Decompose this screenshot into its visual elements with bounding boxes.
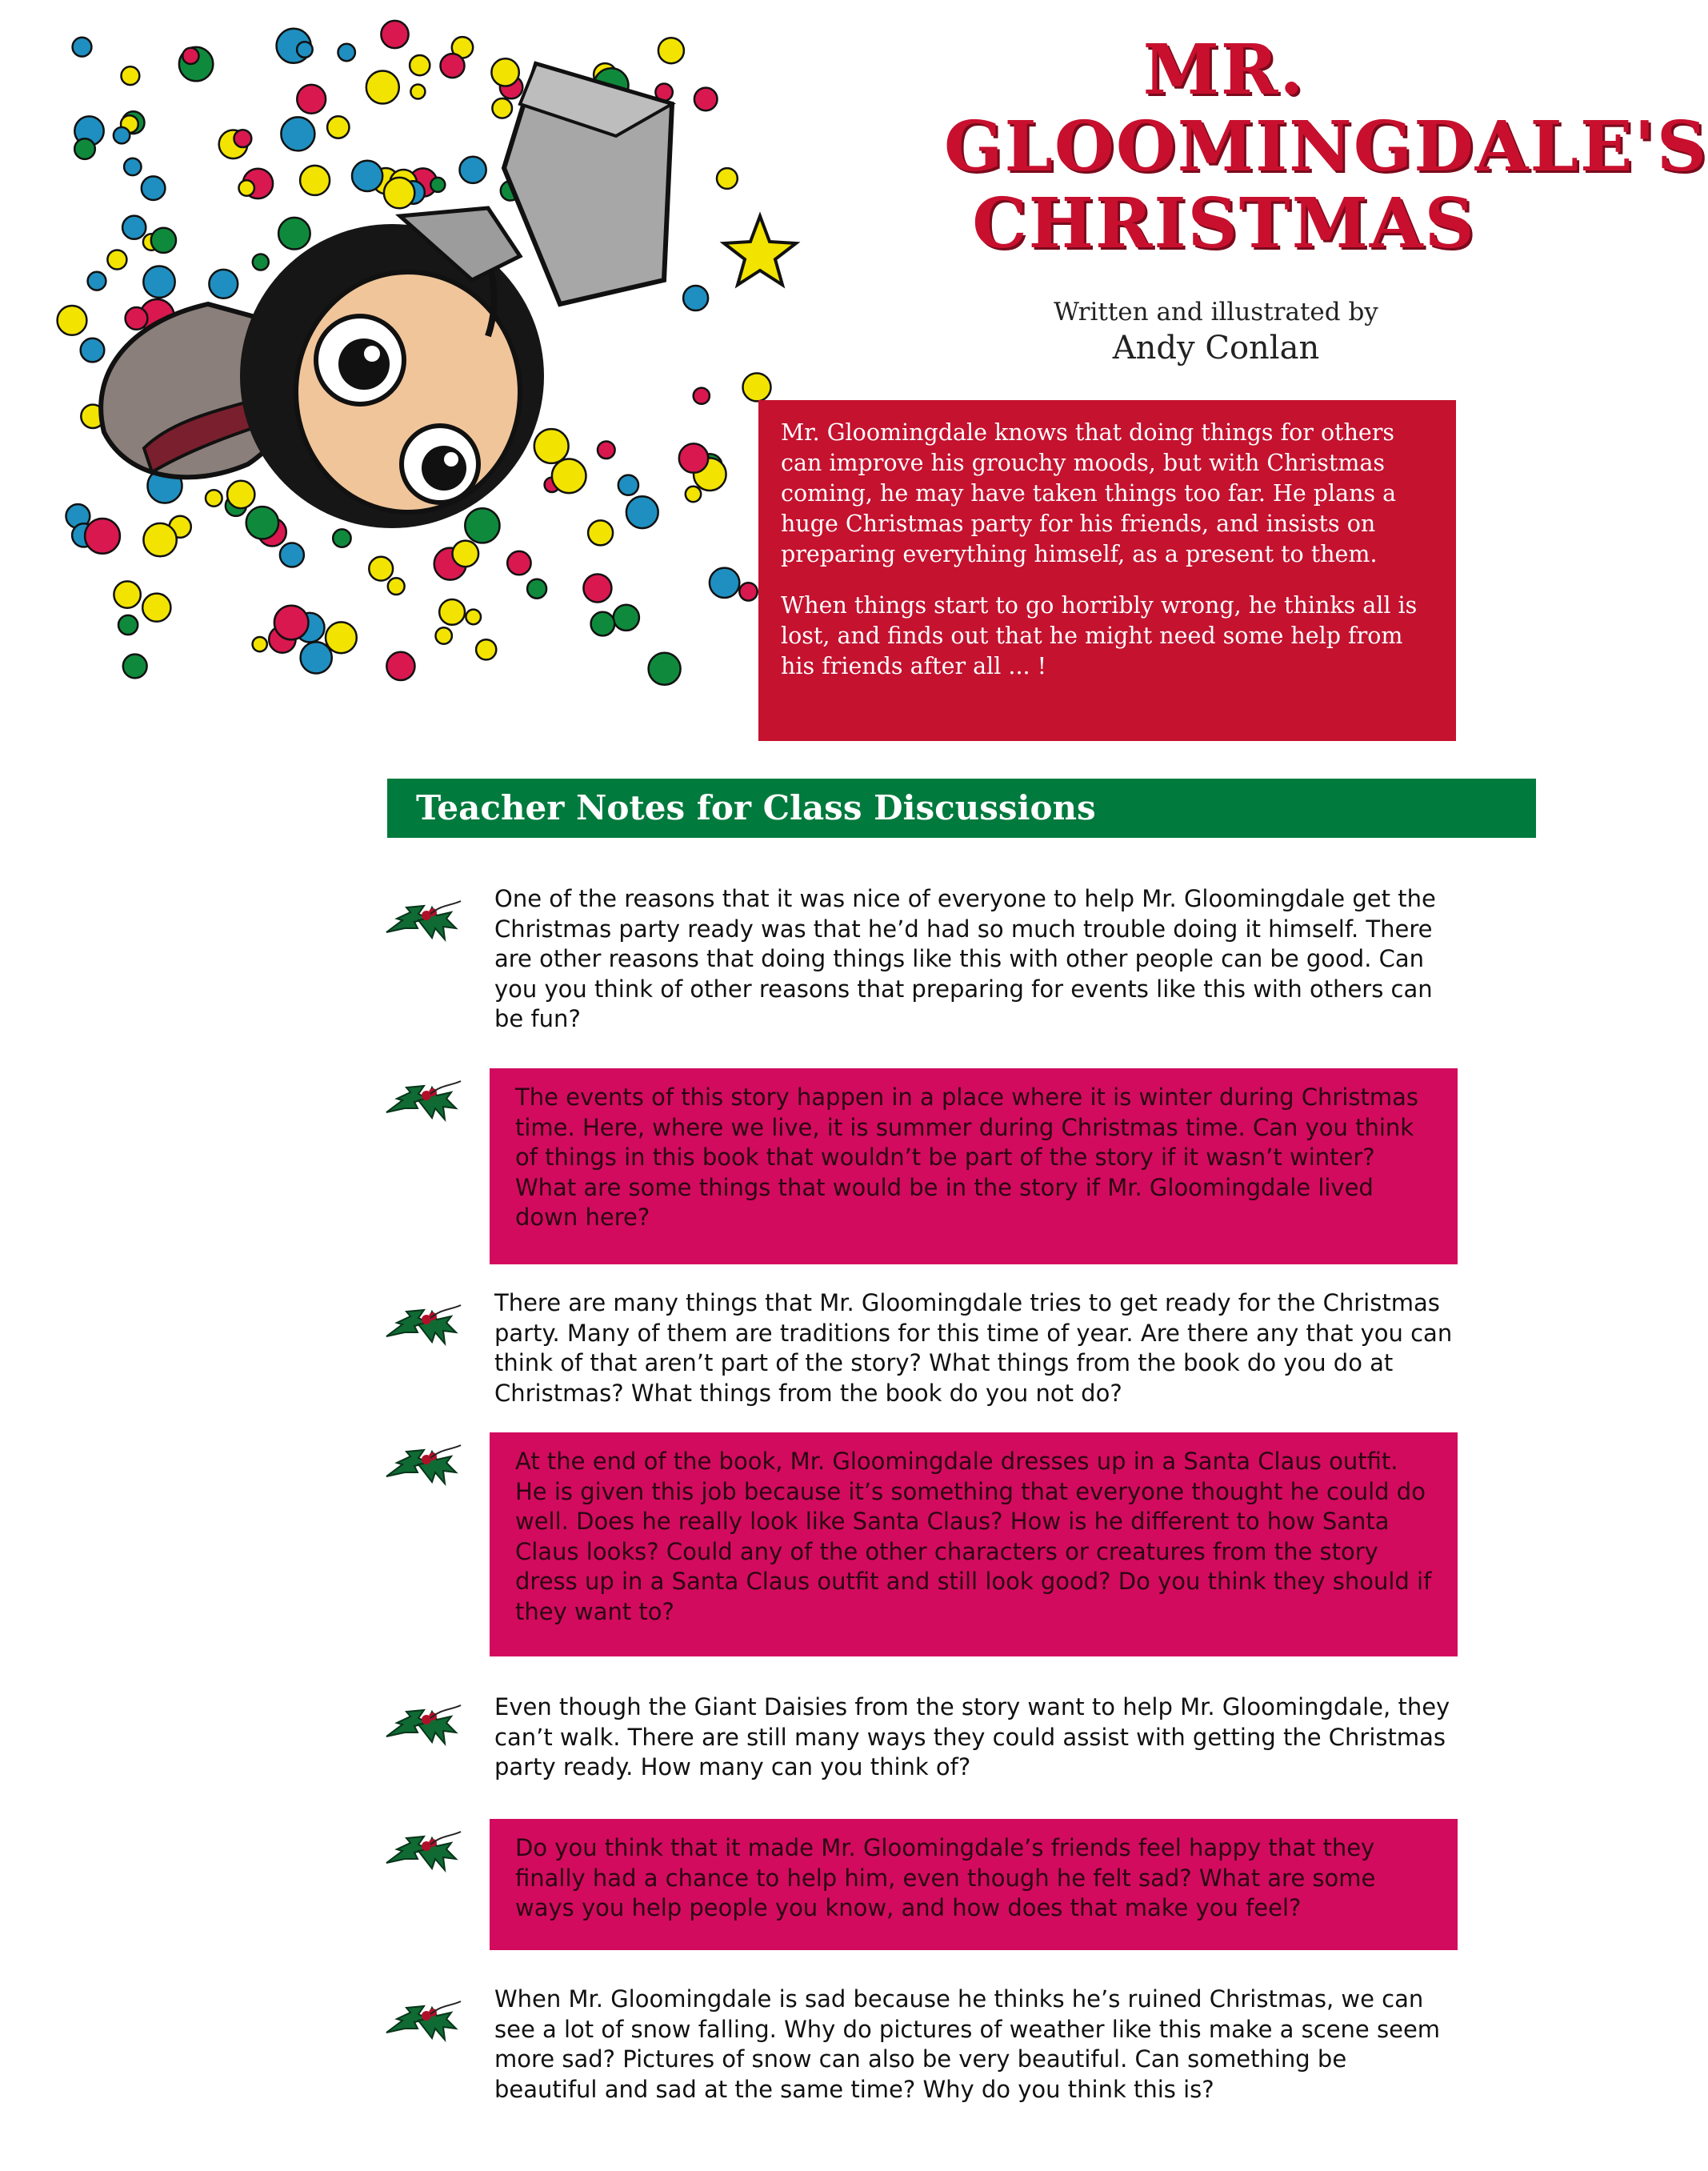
note-text: At the end of the book, Mr. Gloomingdale dresses up in a Santa Claus outfit. He is given this job because it’s something that everyone thought he could do well. Does he really look like Santa Claus? How is he different to how Santa Claus looks? Could any of the other characters or creatures from the story dress up in a Santa Claus outfit and still look good? Do you think they should if they want to? bbox=[490, 1432, 1458, 1656]
ornament-bauble bbox=[410, 85, 425, 99]
ornament-bauble bbox=[453, 541, 479, 567]
ornament-bauble bbox=[81, 338, 105, 363]
holly-icon bbox=[382, 896, 462, 944]
ornament-bauble bbox=[114, 127, 130, 143]
ornament-bauble bbox=[301, 642, 332, 673]
title-line-1: MR. bbox=[1142, 30, 1306, 110]
ornament-bauble bbox=[297, 85, 326, 114]
ornament-bauble bbox=[234, 130, 252, 147]
ornament-bauble bbox=[436, 627, 452, 643]
author-name: Andy Conlan bbox=[1112, 330, 1320, 367]
ornament-bauble bbox=[618, 475, 638, 495]
ornament-bauble bbox=[227, 481, 254, 508]
ornament-bauble bbox=[507, 551, 530, 575]
ornament-bauble bbox=[588, 520, 613, 545]
ornament-bauble bbox=[142, 594, 170, 622]
ornament-bauble bbox=[209, 270, 238, 298]
ornament-bauble bbox=[386, 652, 414, 680]
ornament-bauble bbox=[527, 579, 546, 599]
ornament-bauble bbox=[710, 568, 739, 598]
ornament-bauble bbox=[626, 496, 658, 528]
ornament-bauble bbox=[739, 583, 757, 600]
ornament-bauble bbox=[151, 228, 176, 253]
ornament-bauble bbox=[122, 66, 140, 85]
ornament-bauble bbox=[274, 606, 309, 640]
mr-gloomingdale-head bbox=[240, 208, 544, 528]
ornament-bauble bbox=[114, 581, 140, 607]
ornament-bauble bbox=[122, 216, 146, 239]
ornament-bauble bbox=[534, 429, 569, 463]
ornament-bauble bbox=[694, 88, 718, 111]
ornament-bauble bbox=[281, 117, 314, 150]
gift-box bbox=[504, 64, 672, 304]
ornament-bauble bbox=[694, 388, 710, 404]
ornament-bauble bbox=[465, 508, 499, 543]
ornament-bauble bbox=[388, 578, 405, 595]
note-text: When Mr. Gloomingdale is sad because he thinks he’s ruined Christmas, we can see a lot of snow falling. Why do pictures of weather like this make a scene seem more sad? Pictures of snow can also be very beautiful. Can something be beautiful and sad at the same time? Why do you think this is? bbox=[494, 1985, 1441, 2103]
note-text: The events of this story happen in a place where it is winter during Christmas time. Here, where we live, it is summer during Christmas time. Can you think of things in this book that wouldn’t be part of the story if it wasn’t winter? What are some things that would be in the story if Mr. Gloomingdale lived down here? bbox=[490, 1068, 1458, 1264]
ornament-bauble bbox=[143, 523, 176, 556]
ornament-bauble bbox=[107, 250, 126, 270]
star-decoration bbox=[724, 216, 796, 285]
ornament-bauble bbox=[143, 266, 174, 298]
ornament-bauble bbox=[717, 168, 738, 189]
ornament-bauble bbox=[683, 286, 708, 310]
ornament-bauble bbox=[466, 610, 481, 625]
holly-icon bbox=[382, 1076, 462, 1124]
ornament-bauble bbox=[333, 529, 350, 547]
ornament-bauble bbox=[124, 158, 141, 175]
ornament-bauble bbox=[492, 98, 512, 118]
ornament-bauble bbox=[439, 599, 465, 625]
ornament-bauble bbox=[369, 557, 393, 581]
note-text: Even though the Giant Daisies from the story want to help Mr. Gloomingdale, they can’t walk. There are still many ways they could assist with getting the Christmas party ready. How many can you think of? bbox=[494, 1693, 1450, 1780]
ornament-bauble bbox=[583, 575, 611, 603]
title-line-3: CHRISTMAS bbox=[972, 183, 1476, 264]
ornament-bauble bbox=[743, 373, 771, 401]
ornament-bauble bbox=[126, 307, 148, 330]
ornament-bauble bbox=[430, 178, 445, 192]
title-line-2: GLOOMINGDALE'S bbox=[944, 106, 1708, 187]
ornament-bauble bbox=[85, 519, 120, 554]
ornament-bauble bbox=[118, 615, 138, 635]
ornament-bauble bbox=[278, 218, 310, 250]
ornament-bauble bbox=[352, 161, 382, 191]
ornament-bauble bbox=[58, 306, 87, 335]
book-title bbox=[944, 30, 1708, 264]
section-heading: Teacher Notes for Class Discussions bbox=[387, 779, 1536, 838]
ornament-bauble bbox=[300, 166, 330, 195]
ornament-bauble bbox=[239, 180, 254, 195]
ornament-bauble bbox=[476, 639, 496, 659]
ornament-bauble bbox=[182, 48, 198, 64]
ornament-bauble bbox=[327, 116, 349, 138]
ornament-bauble bbox=[410, 55, 430, 75]
ornament-bauble bbox=[326, 622, 357, 653]
ornament-bauble bbox=[649, 653, 681, 685]
ornament-bauble bbox=[366, 71, 399, 104]
synopsis-paragraph: Mr. Gloomingdale knows that doing things for others can improve his grouchy moods, but with Christmas coming, he may have taken things too far. He plans a huge Christmas party for his friends, and insists on preparing everything himself, as a present to them. bbox=[781, 419, 1397, 567]
holly-icon bbox=[382, 1440, 462, 1488]
ornament-bauble bbox=[246, 507, 278, 539]
ornament-bauble bbox=[123, 655, 147, 679]
holly-icon bbox=[382, 1300, 462, 1348]
ornament-bauble bbox=[614, 605, 639, 631]
ornament-bauble bbox=[658, 38, 684, 63]
cover-illustration bbox=[56, 16, 816, 704]
ornament-bauble bbox=[253, 254, 269, 270]
ornament-bauble bbox=[491, 58, 518, 86]
synopsis-paragraph: When things start to go horribly wrong, he thinks all is lost, and finds out that he might need some help from his friends after all ... ! bbox=[781, 592, 1418, 679]
ornament-bauble bbox=[74, 138, 95, 159]
note-text: There are many things that Mr. Gloomingdale tries to get ready for the Christmas party. Many of them are traditions for this time of year. Are there any that you can think of that aren’t part of the story? What things from the book do you do at Christmas? What things from the book do you not do? bbox=[494, 1289, 1453, 1407]
ornament-bauble bbox=[552, 459, 586, 494]
ornament-bauble bbox=[338, 44, 355, 61]
ornament-bauble bbox=[384, 178, 414, 208]
ornament-bauble bbox=[73, 38, 92, 57]
ornament-bauble bbox=[206, 490, 222, 507]
note-text: Do you think that it made Mr. Gloomingdale’s friends feel happy that they finally had a chance to help him, even though he felt sad? What are some ways you help people you know, and how does that make you feel? bbox=[490, 1819, 1458, 1950]
ornament-bauble bbox=[297, 42, 313, 58]
ornament-bauble bbox=[591, 612, 615, 636]
ornament-bauble bbox=[381, 21, 408, 48]
ornament-bauble bbox=[253, 637, 267, 651]
synopsis-box bbox=[758, 400, 1456, 741]
ornament-bauble bbox=[598, 442, 615, 459]
ornament-bauble bbox=[460, 157, 486, 183]
ornament-bauble bbox=[280, 543, 304, 567]
ornament-bauble bbox=[441, 54, 465, 78]
ornament-bauble bbox=[679, 443, 708, 472]
byline-label: Written and illustrated by bbox=[1054, 298, 1378, 326]
ornament-bauble bbox=[686, 487, 701, 502]
ornament-bauble bbox=[88, 272, 106, 290]
ornament-bauble bbox=[142, 176, 166, 200]
note-text: One of the reasons that it was nice of everyone to help Mr. Gloomingdale get the Christmas party ready was that he’d had so much trouble doing it himself. There are other reasons that doing things like this with other people can be good. Can you you think of other reasons that preparing for events like this with others can be fun? bbox=[494, 885, 1436, 1032]
holly-icon bbox=[382, 1997, 462, 2045]
holly-icon bbox=[382, 1700, 462, 1748]
holly-icon bbox=[382, 1827, 462, 1875]
